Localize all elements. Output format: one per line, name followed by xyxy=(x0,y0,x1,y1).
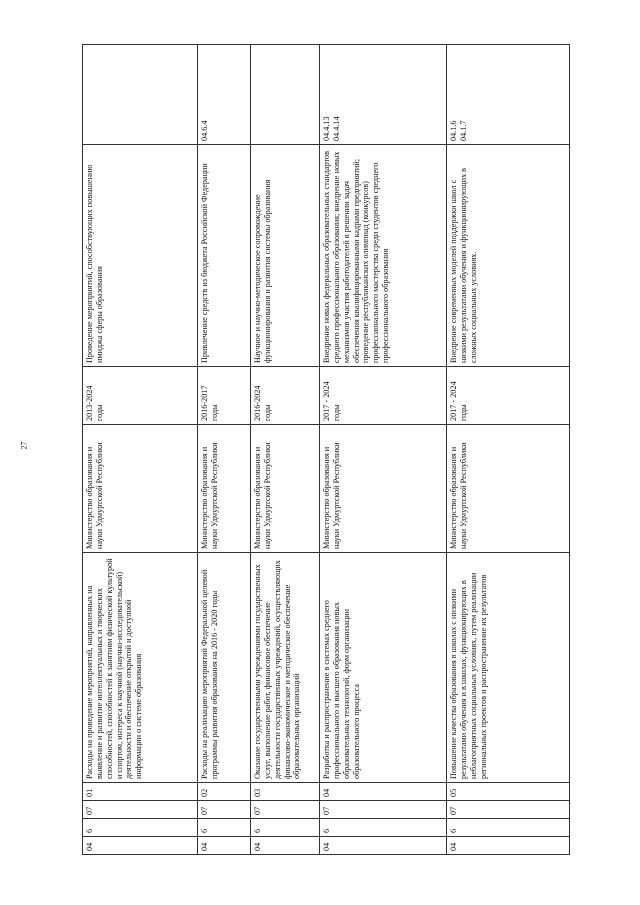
cell-gp: 04 xyxy=(447,837,570,855)
cell-indicator-code: 04.1.6 04.1.7 xyxy=(447,45,570,145)
cell-indicator-code xyxy=(251,45,320,145)
cell-m: 01 xyxy=(83,783,198,801)
cell-result: Привлечение средств из бюджета Российской Федерации xyxy=(198,145,251,367)
cell-result: Внедрение современных моделей поддержки школ с низкими результатами обучения и функционирующих в сложных социальных условиях. xyxy=(447,145,570,367)
cell-om: 07 xyxy=(251,801,320,819)
cell-m: 04 xyxy=(320,783,447,801)
cell-executor: Министерство образования и науки Удмуртской Республики xyxy=(447,425,570,553)
table-row xyxy=(447,45,570,855)
cell-period: 2016-2017 годы xyxy=(198,367,251,425)
cell-gp: 04 xyxy=(320,837,447,855)
cell-sp: 6 xyxy=(251,819,320,837)
cell-measure: Повышение качества образования в школах с низкими результатами обучения и в школах, функционирующих в неблагоприятных социальных условиях, путем реализации региональных проектов и распространение их результатов xyxy=(447,553,570,783)
cell-result: Проведение мероприятий, способствующих повышению имиджа сферы образования xyxy=(83,145,198,367)
cell-om: 07 xyxy=(198,801,251,819)
cell-measure: Расходы на проведение мероприятий, направленных на выявление и развитие интеллектуальных и творческих способностей, способностей к занятиям физической культурой и спортом, интереса к научной (научно-исследовательской) деятельности и обеспечение открытой и доступной информации о системе образования xyxy=(83,553,198,783)
cell-gp: 04 xyxy=(251,837,320,855)
rotated-table-container xyxy=(82,45,582,855)
cell-period: 2017 - 2024 годы xyxy=(447,367,570,425)
measures-table xyxy=(82,44,570,855)
cell-gp: 04 xyxy=(83,837,198,855)
page-number: 27 xyxy=(19,441,29,450)
cell-result: Внедрение новых федеральных образовательных стандартов среднего профессионального образования; внедрение новых механизмов участия работодателей в решении задач обеспечения квалифицированными кадрами предприятий; проведение республиканских олимпиад (конкурсов) профессионального мастерства среди студентов среднего профессионального образования xyxy=(320,145,447,367)
cell-sp: 6 xyxy=(198,819,251,837)
cell-sp: 6 xyxy=(83,819,198,837)
cell-executor: Министерство образования и науки Удмуртской Республики xyxy=(198,425,251,553)
cell-sp: 6 xyxy=(447,819,570,837)
cell-period: 2016-2024 годы xyxy=(251,367,320,425)
cell-executor: Министерство образования и науки Удмуртской Республики xyxy=(83,425,198,553)
cell-m: 03 xyxy=(251,783,320,801)
cell-om: 07 xyxy=(320,801,447,819)
cell-period: 2017 - 2024 годы xyxy=(320,367,447,425)
cell-measure: Разработка и распространение в системах среднего профессионального и высшего образования новых образовательных технологий, форм организации образовательного процесса xyxy=(320,553,447,783)
table-row xyxy=(251,45,320,855)
cell-period: 2013-2024 годы xyxy=(83,367,198,425)
cell-gp: 04 xyxy=(198,837,251,855)
cell-indicator-code: 04.4.13 04.4.14 xyxy=(320,45,447,145)
cell-measure: Оказание государственными учреждениями государственных услуг, выполнение работ, финансовое обеспечение деятельности государственных учреждений, осуществляющих финансово-экономическое и методическое обеспечение образовательных организаций xyxy=(251,553,320,783)
table-row xyxy=(198,45,251,855)
cell-executor: Министерство образования и науки Удмуртской Республики xyxy=(320,425,447,553)
cell-executor: Министерство образования и науки Удмуртской Республики xyxy=(251,425,320,553)
cell-measure: Расходы на реализацию мероприятий Федеральной целевой программы развития образования на 2016 - 2020 годы xyxy=(198,553,251,783)
cell-indicator-code: 04.6.4 xyxy=(198,45,251,145)
table-row xyxy=(83,45,198,855)
table-row xyxy=(320,45,447,855)
cell-sp: 6 xyxy=(320,819,447,837)
cell-m: 02 xyxy=(198,783,251,801)
cell-om: 07 xyxy=(83,801,198,819)
cell-om: 07 xyxy=(447,801,570,819)
cell-indicator-code xyxy=(83,45,198,145)
cell-result: Научное и научно-методическое сопровождение функционирования и развития системы образования xyxy=(251,145,320,367)
cell-m: 05 xyxy=(447,783,570,801)
